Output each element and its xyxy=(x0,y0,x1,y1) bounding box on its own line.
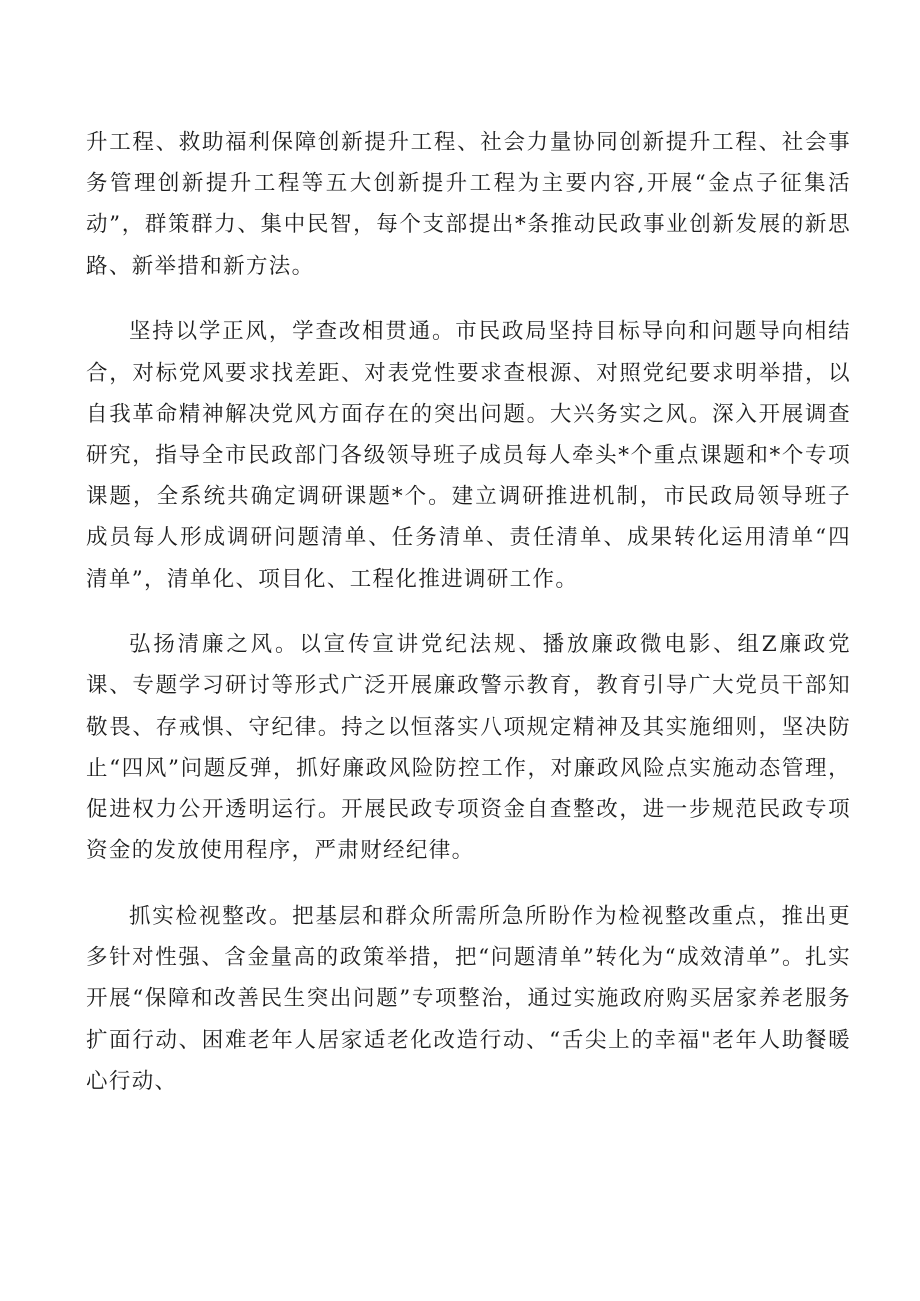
paragraph-4: 抓实检视整改。把基层和群众所需所急所盼作为检视整改重点，推出更多针对性强、含金量高的政策举措，把“问题清单”转化为“成效清单”。扎实开展“保障和改善民生突出问题”专项整治，通过实施政府购买居家养老服务扩面行动、困难老年人居家适老化改造行动、“舌尖上的幸福"老年人助餐暖心行动、 xyxy=(86,903,851,1094)
document-body xyxy=(86,122,851,1126)
paragraph-2: 坚持以学正风，学查改相贯通。市民政局坚持目标导向和问题导向相结合，对标党风要求找差距、对表党性要求查根源、对照党纪要求明举措，以自我革命精神解决党风方面存在的突出问题。大兴务实之风。深入开展调查研究，指导全市民政部门各级领导班子成员每人牵头*个重点课题和*个专项课题，全系统共确定调研课题*个。建立调研推进机制，市民政局领导班子成员每人形成调研问题清单、任务清单、责任清单、成果转化运用清单“四清单”，清单化、项目化、工程化推进调研工作。 xyxy=(86,319,851,592)
paragraph-3: 弘扬清廉之风。以宣传宣讲党纪法规、播放廉政微电影、组Z廉政党课、专题学习研讨等形式广泛开展廉政警示教育，教育引导广大党员干部知敬畏、存戒惧、守纪律。持之以恒落实八项规定精神及其实施细则，坚决防止“四风”问题反弹，抓好廉政风险防控工作，对廉政风险点实施动态管理，促进权力公开透明运行。开展民政专项资金自查整改，进一步规范民政专项资金的发放使用程序，严肃财经纪律。 xyxy=(86,632,851,864)
paragraph-1-continuation: 升工程、救助福利保障创新提升工程、社会力量协同创新提升工程、社会事务管理创新提升工程等五大创新提升工程为主要内容,开展“金点子征集活动”，群策群力、集中民智，每个支部提出*条推动民政事业创新发展的新思路、新举措和新方法。 xyxy=(86,130,851,279)
